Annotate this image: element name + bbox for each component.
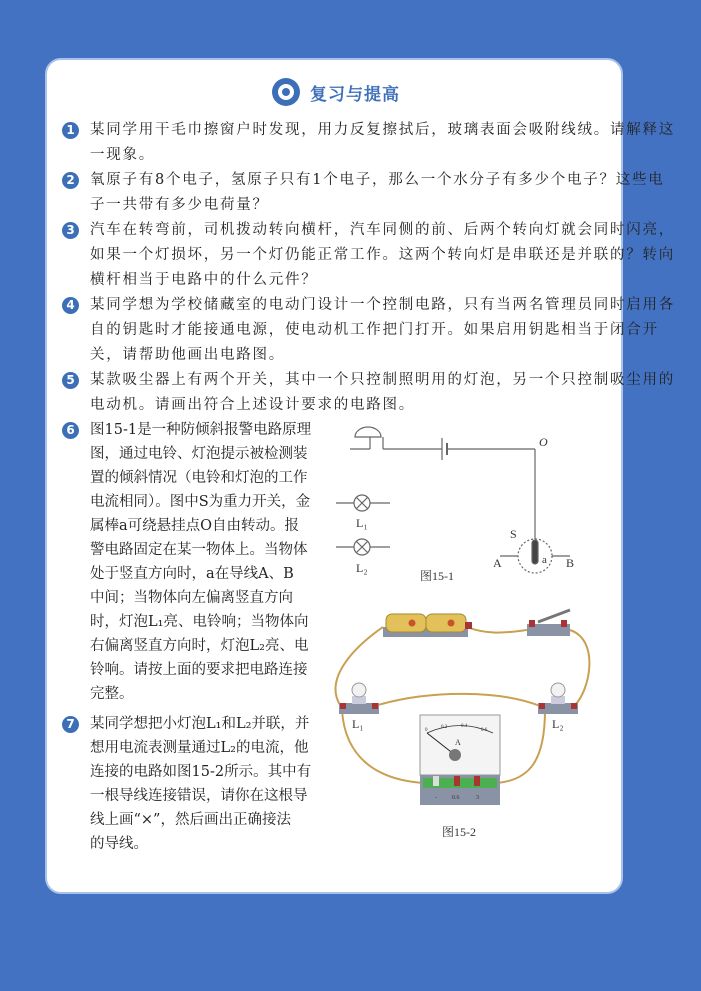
question-text-line: 完整。: [90, 686, 134, 702]
ammeter-icon: [420, 715, 500, 805]
question-text-line: 自的钥匙时才能接通电源，使电动机工作把门打开。如果启用钥匙相当于闭合开: [90, 322, 659, 338]
question-number-badge: 3: [62, 222, 79, 239]
terminal-3: 3: [476, 795, 479, 801]
question-text-line: 处于竖直方向时，a在导线A、B: [90, 566, 294, 582]
question-text-line: 中间；当物体向左偏离竖直方向: [90, 590, 293, 606]
question-text-line: 横杆相当于电路中的什么元件？: [90, 272, 318, 288]
question-text-line: 铃响。请按上面的要求把电路连接: [90, 662, 308, 678]
question-text-line: 时，灯泡L₁亮、电铃响；当物体向: [90, 614, 309, 630]
question-text-line: 某款吸尘器上有两个开关，其中一个只控制照明用的灯泡，另一个只控制吸尘用的: [90, 372, 675, 388]
question-text-line: 连接的电路如图15-2所示。其中有: [90, 764, 312, 780]
question-text-line: 某同学想把小灯泡L₁和L₂并联，并: [90, 716, 310, 732]
question-text-line: 警电路固定在某一物体上。当物体: [90, 542, 308, 558]
question-text-line: 如果一个灯损坏，另一个灯仍能正常工作。这两个转向灯是串联还是并联的？转向: [90, 247, 675, 263]
question-number-badge: 6: [62, 422, 79, 439]
question-number-badge: 4: [62, 297, 79, 314]
figure-15-2-caption: 图15-2: [442, 825, 476, 839]
question-text-line: 右偏离竖直方向时，灯泡L₂亮、电: [90, 638, 309, 654]
battery-icon: [383, 614, 472, 637]
question-text-line: 汽车在转弯前，司机拨动转向横杆，汽车同侧的前、后两个转向灯就会同时闪亮，: [90, 222, 675, 238]
question-number-badge: 5: [62, 372, 79, 389]
meter-unit: A: [455, 738, 461, 747]
question-text-line: 某同学想为学校储藏室的电动门设计一个控制电路，只有当两名管理员同时启用各: [90, 297, 675, 313]
label-rod: a: [542, 554, 547, 566]
question-number-badge: 2: [62, 172, 79, 189]
heading-text: 复习与提高: [310, 84, 400, 105]
scale-0: 0: [425, 728, 428, 733]
switch-icon: [527, 610, 570, 636]
scale-1: 0.2: [441, 725, 448, 730]
metal-rod-a: [532, 540, 538, 564]
question-text-line: 图，通过电铃、灯泡提示被检测装: [90, 446, 308, 462]
question-text-line: 一根导线连接错误，请你在这根导: [90, 788, 308, 804]
question-text-line: 子一共带有多少电荷量？: [90, 197, 269, 213]
question-text-line: 电流相同）。图中S为重力开关，金: [90, 494, 311, 510]
question-text-line: 电动机。请画出符合上述设计要求的电路图。: [90, 397, 415, 413]
scale-3: 0.6: [481, 728, 488, 733]
question-text-line: 某同学用干毛巾擦窗户时发现，用力反复擦拭后，玻璃表面会吸附线绒。请解释这: [90, 122, 675, 138]
question-text-line: 的导线。: [90, 836, 148, 852]
question-text-line: 属棒a可绕悬挂点O自由转动。报: [90, 518, 300, 534]
question-text-line: 想用电流表测量通过L₂的电流，他: [90, 740, 309, 756]
question-text-line: 一现象。: [90, 147, 155, 163]
terminal-neg: -: [435, 795, 437, 801]
label-l1: L₁: [356, 516, 368, 530]
scale-2: 0.4: [461, 724, 468, 729]
label-l2: L₂: [356, 561, 368, 575]
label-l1-bulb: L₁: [352, 717, 364, 731]
bulb-l1-icon: [336, 495, 390, 511]
question-number-badge: 7: [62, 716, 79, 733]
bulb-l2-icon: [336, 539, 390, 555]
label-l2-bulb: L₂: [552, 717, 564, 731]
figure-15-1-caption: 图15-1: [420, 569, 454, 583]
figure-15-1: [336, 427, 570, 573]
question-text-line: 线上画“×”，然后画出正确接法: [90, 812, 291, 828]
label-a-wire: A: [493, 556, 502, 570]
question-text-line: 置的倾斜情况（电铃和灯泡的工作: [90, 470, 308, 486]
label-s: S: [510, 527, 517, 541]
question-number-badge: 1: [62, 122, 79, 139]
question-text-line: 关，请帮助他画出电路图。: [90, 347, 285, 363]
bell-icon: [355, 427, 381, 437]
terminal-06: 0.6: [452, 795, 460, 801]
bulb-l1-holder-icon: [339, 683, 379, 714]
question-text-line: 氧原子有8个电子，氢原子只有1个电子，那么一个水分子有多少个电子？这些电: [90, 172, 665, 188]
label-o: O: [539, 435, 548, 449]
bulb-l2-holder-icon: [538, 683, 578, 714]
label-b-wire: B: [566, 556, 575, 570]
question-text-line: 图15-1是一种防倾斜报警电路原理: [90, 422, 312, 438]
